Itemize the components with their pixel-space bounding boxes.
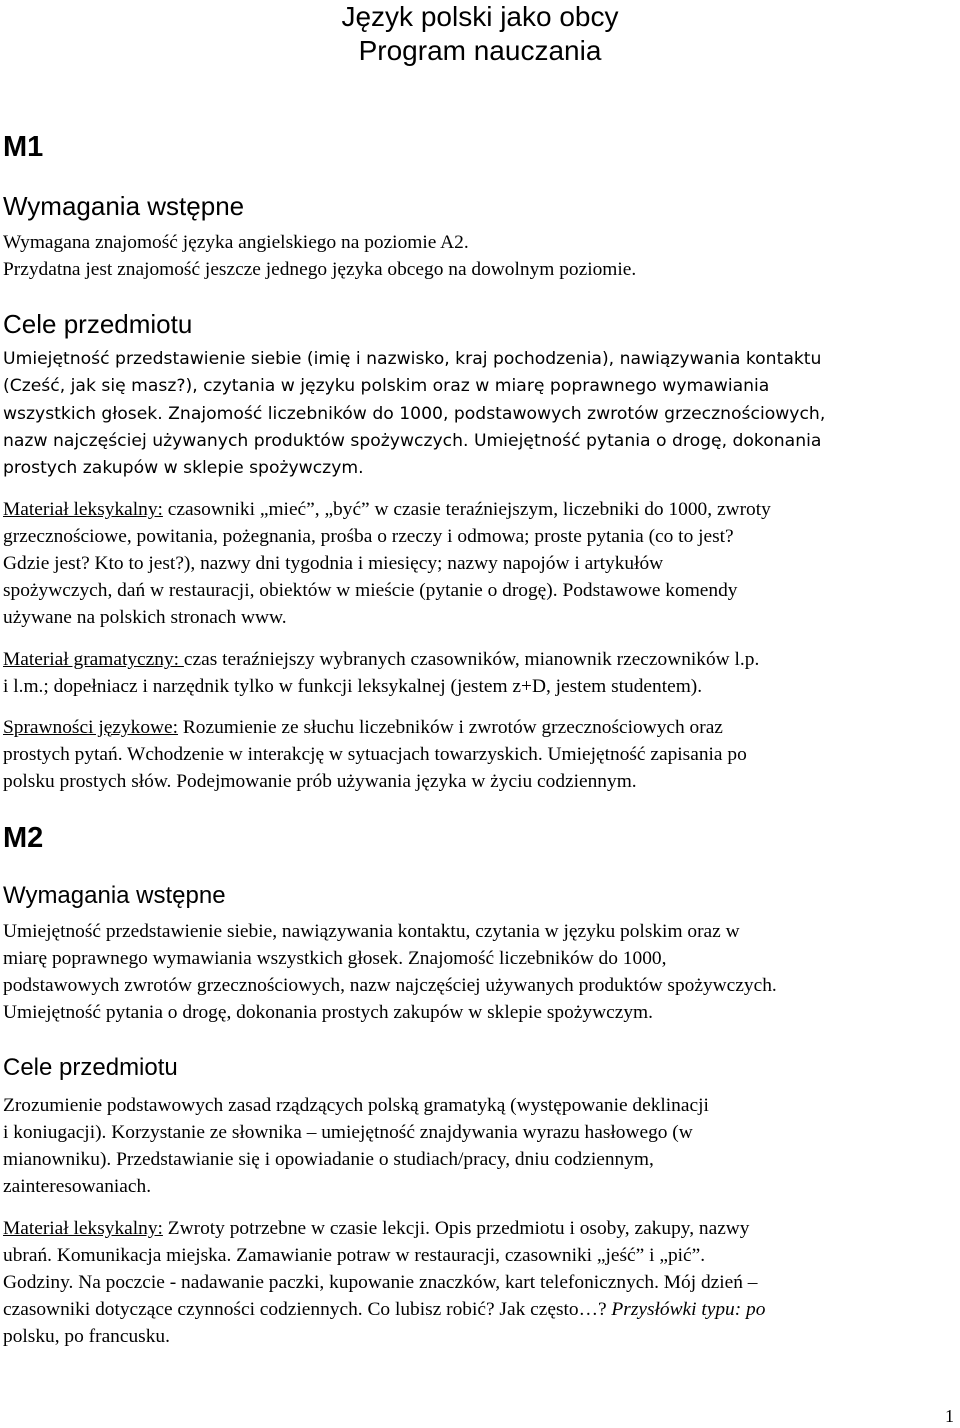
text-line: grzecznościowe, powitania, pożegnania, prośba o rzeczy i odmowa; proste pytania (co to jest? — [3, 526, 734, 547]
title-line-2: Program nauczania — [358, 35, 602, 66]
text-line: polsku, po francusku. — [3, 1326, 170, 1347]
m1-heading: M1 — [3, 131, 44, 163]
proverbs-italic: Przysłówki typu: po — [611, 1299, 766, 1320]
document-title — [0, 0, 960, 68]
text-line: polsku prostych słów. Podejmowanie prób używania języka w życiu codziennym. — [3, 771, 637, 792]
text-line: podstawowych zwrotów grzecznościowych, nazw najczęściej używanych produktów spożywczych. — [3, 975, 777, 996]
text-line: czasowniki „mieć”, „być” w czasie teraźniejszym, liczebniki do 1000, zwroty — [162, 499, 771, 520]
text-line: Rozumienie ze słuchu liczebników i zwrotów grzecznościowych oraz — [178, 717, 723, 738]
text-line: prostych pytań. Wchodzenie w interakcję w sytuacjach towarzyskich. Umiejętność zapisania po — [3, 744, 747, 765]
text-line: Zrozumienie podstawowych zasad rządzących polską gramatyką (występowanie deklinacji — [3, 1095, 709, 1116]
m2-requirements-text — [3, 918, 958, 1026]
m1-language-skills — [3, 714, 958, 795]
text-line: zainteresowaniach. — [3, 1176, 152, 1197]
m1-requirements-heading: Wymagania wstępne — [3, 191, 245, 221]
m1-goals-heading: Cele przedmiotu — [3, 309, 193, 339]
text-line: ubrań. Komunikacja miejska. Zamawianie potraw w restauracji, czasowniki „jeść” i „pić”. — [3, 1245, 706, 1266]
text-line: spożywczych, dań w restauracji, obiektów w mieście (pytanie o drogę). Podstawowe komendy — [3, 580, 738, 601]
m2-goals-heading: Cele przedmiotu — [3, 1054, 178, 1081]
text-line: (Cześć, jak się masz?), czytania w języku polskim oraz w miarę poprawnego wymawiania — [3, 376, 770, 397]
text-line: Wymagana znajomość języka angielskiego na poziomie A2. — [3, 232, 469, 253]
lexical-label: Materiał leksykalny: — [3, 499, 163, 520]
text-line: miarę poprawnego wymawiania wszystkich głosek. Znajomość liczebników do 1000, — [3, 948, 667, 969]
text-line: prostych zakupów w sklepie spożywczym. — [3, 458, 364, 479]
m2-requirements-heading: Wymagania wstępne — [3, 882, 226, 909]
text-line: Godziny. Na poczcie - nadawanie paczki, kupowanie znaczków, kart telefonicznych. Mój dzień – — [3, 1272, 758, 1293]
text-line: mianowniku). Przedstawianie się i opowiadanie o studiach/pracy, dniu codziennym, — [3, 1149, 654, 1170]
m2-heading: M2 — [3, 822, 44, 854]
text-line: nazw najczęściej używanych produktów spożywczych. Umiejętność pytania o drogę, dokonania — [3, 430, 822, 451]
text-line: Przydatna jest znajomość jeszcze jednego języka obcego na dowolnym poziomie. — [3, 259, 637, 280]
m1-grammar-material — [3, 646, 958, 700]
text-line: i l.m.; dopełniacz i narzędnik tylko w funkcji leksykalnej (jestem z+D, jestem studentem). — [3, 676, 703, 697]
text-line: używane na polskich stronach www. — [3, 607, 287, 628]
text-line: Umiejętność pytania o drogę, dokonania prostych zakupów w sklepie spożywczym. — [3, 1002, 653, 1023]
text-line: Umiejętność przedstawienie siebie, nawiązywania kontaktu, czytania w języku polskim oraz w — [3, 921, 740, 942]
text-line: Gdzie jest? Kto to jest?), nazwy dni tygodnia i miesięcy; nazwy napojów i artykułów — [3, 553, 664, 574]
skills-label: Sprawności językowe: — [3, 717, 179, 738]
grammar-label: Materiał gramatyczny: — [3, 649, 184, 670]
page-number: 1 — [945, 1406, 954, 1426]
text-line: i koniugacji). Korzystanie ze słownika – umiejętność znajdywania wyrazu hasłowego (w — [3, 1122, 693, 1143]
text-line: czas teraźniejszy wybranych czasowników, mianownik rzeczowników l.p. — [183, 649, 760, 670]
text-line: czasowniki dotyczące czynności codziennych. Co lubisz robić? Jak często…? — [3, 1299, 612, 1320]
m1-requirements-text — [3, 229, 958, 283]
m1-goals-text — [3, 346, 958, 482]
text-line: Zwroty potrzebne w czasie lekcji. Opis przedmiotu i osoby, zakupy, nazwy — [162, 1218, 750, 1239]
text-line: Umiejętność przedstawienie siebie (imię i nazwisko, kraj pochodzenia), nawiązywania kontaktu — [3, 349, 822, 369]
title-line-1: Język polski jako obcy — [341, 1, 619, 32]
m1-lexical-material — [3, 496, 958, 631]
m2-lexical-material — [3, 1215, 958, 1350]
m2-goals-text — [3, 1092, 958, 1200]
text-line: wszystkich głosek. Znajomość liczebników do 1000, podstawowych zwrotów grzecznościowych, — [3, 403, 826, 424]
lexical-label: Materiał leksykalny: — [3, 1218, 163, 1239]
